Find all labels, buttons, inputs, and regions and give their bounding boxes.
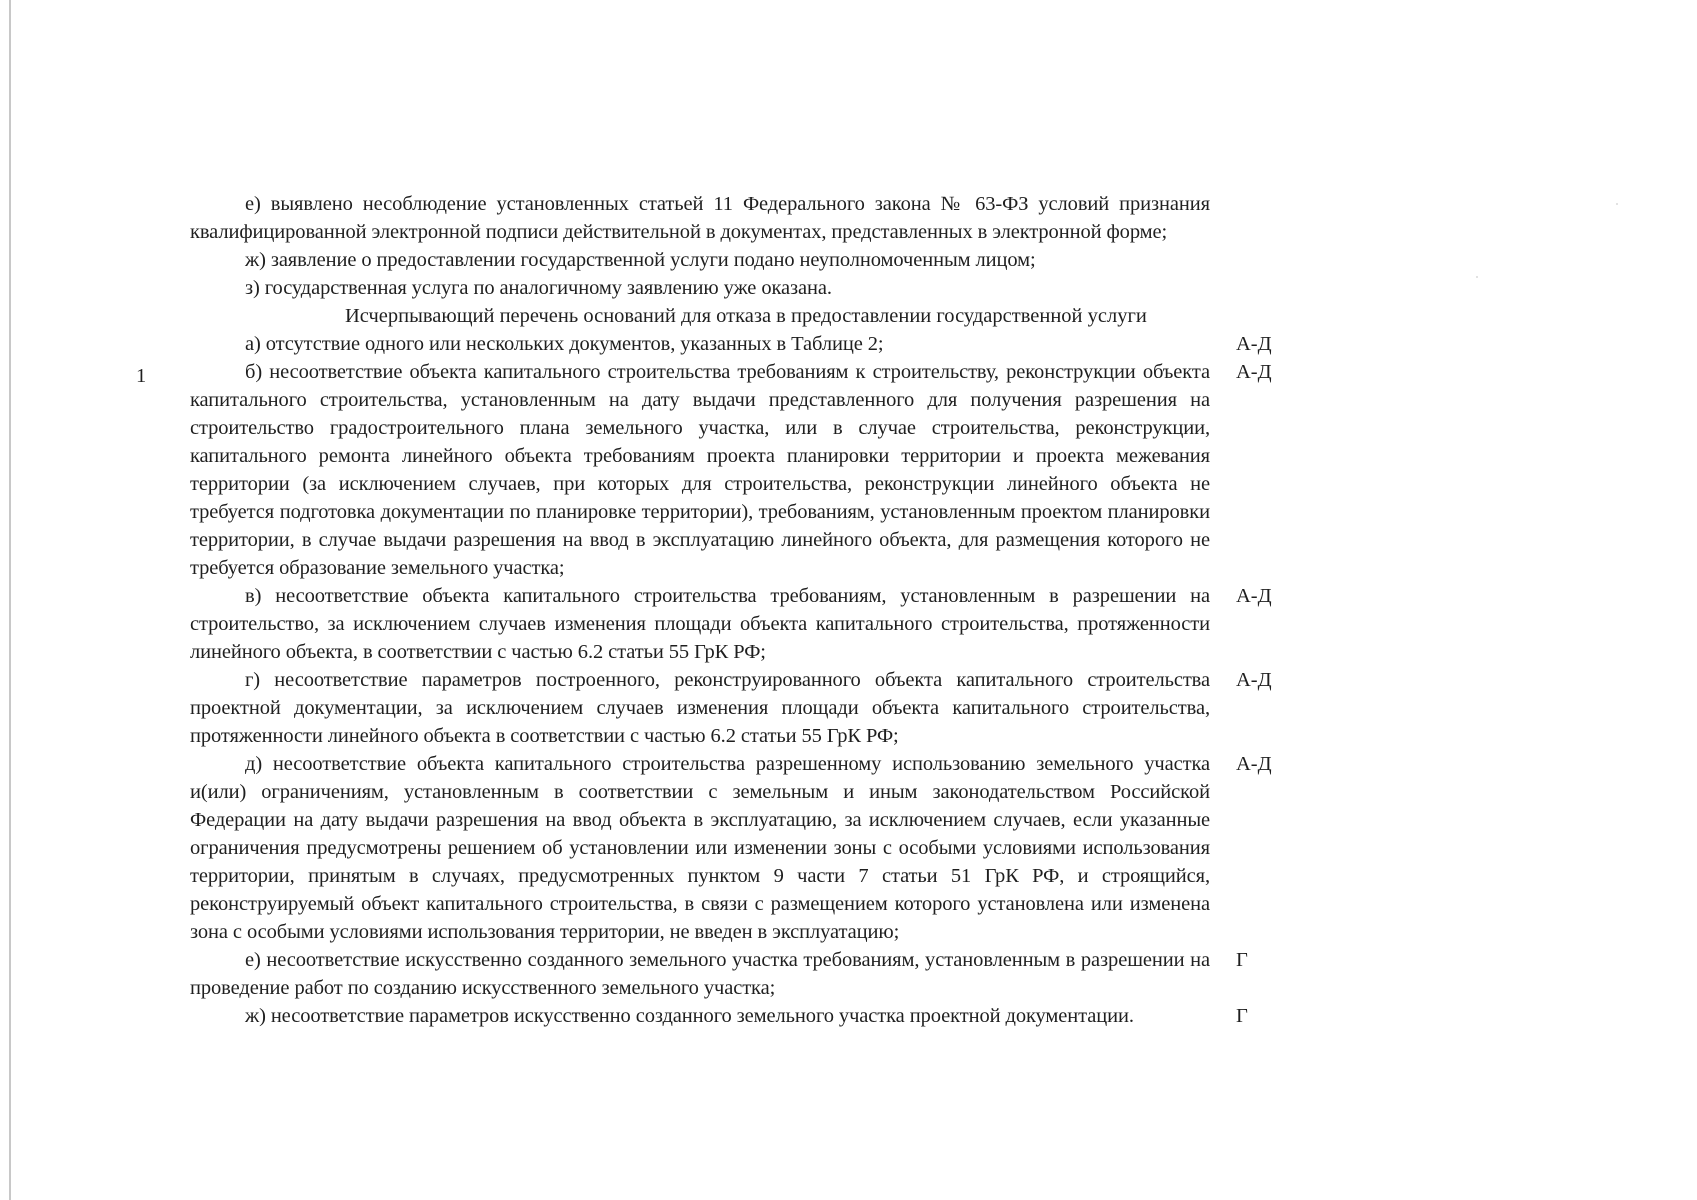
section-heading: Исчерпывающий перечень оснований для отказа в предоставлении государственной услуги xyxy=(345,305,1147,327)
ground-item xyxy=(190,666,1310,750)
ground-item xyxy=(190,750,1310,946)
document-page xyxy=(190,190,1310,1030)
ground-code: Г xyxy=(1236,1005,1248,1027)
ground-text: г) несоответствие параметров построенного, реконструированного объекта капитального строительства проектной документации, за исключением случаев изменения площади объекта капитального строительства, протяженности линейного объекта в соответствии с частью 6.2 статьи 55 ГрК РФ; xyxy=(190,669,1210,747)
ground-item xyxy=(190,330,1310,358)
section-heading-row xyxy=(190,302,1310,330)
scan-edge xyxy=(9,0,11,1200)
paragraph xyxy=(190,246,1310,274)
ground-code: А-Д xyxy=(1236,585,1272,607)
ground-text: е) несоответствие искусственно созданного земельного участка требованиям, установленным в разрешении на проведение работ по созданию искусственного земельного участка; xyxy=(190,949,1210,999)
ground-code: А-Д xyxy=(1236,333,1272,355)
paragraph xyxy=(190,190,1310,246)
scan-speck xyxy=(1616,203,1618,205)
ground-code: А-Д xyxy=(1236,361,1272,383)
ground-text: а) отсутствие одного или нескольких документов, указанных в Таблице 2; xyxy=(245,333,884,355)
paragraph-text: е) выявлено несоблюдение установленных статьей 11 Федерального закона № 63-ФЗ условий признания квалифицированной электронной подписи действительной в документах, представленных в электронной форме; xyxy=(190,193,1210,243)
paragraph xyxy=(190,274,1310,302)
ground-text: д) несоответствие объекта капитального строительства разрешенному использованию земельного участка и(или) ограничениям, установленным в соответствии с земельным и иным законодательством Российской Федерации на дату выдачи разрешения на ввод объекта в эксплуатацию, за исключением случаев, если указанные ограничения предусмотрены решением об установлении или изменении зоны с особыми условиями использования территории, принятым в случаях, предусмотренных пунктом 9 части 7 статьи 51 ГрК РФ, и строящийся, реконструируемый объект капитального строительства, в связи с размещением которого установлена или изменена зона с особыми условиями использования территории, не введен в эксплуатацию; xyxy=(190,753,1210,943)
ground-code: А-Д xyxy=(1236,669,1272,691)
ground-text: б) несоответствие объекта капитального строительства требованиям к строительству, реконструкции объекта капитального строительства, установленным на дату выдачи представленного для получения разрешения на строительство градостроительного плана земельного участка, или в случае строительства, реконструкции, капитального ремонта линейного объекта требованиям проекта планировки территории и проекта межевания территории (за исключением случаев, при которых для строительства, реконструкции линейного объекта не требуется подготовка документации по планировке территории), требованиям, установленным проектом планировки территории, в случае выдачи разрешения на ввод в эксплуатацию линейного объекта, для размещения которого не требуется образование земельного участка; xyxy=(190,361,1210,579)
ground-item xyxy=(190,1002,1310,1030)
paragraph-text: ж) заявление о предоставлении государственной услуги подано неуполномоченным лицом; xyxy=(245,249,1036,271)
ground-item xyxy=(190,946,1310,1002)
ground-item xyxy=(190,582,1310,666)
scan-speck xyxy=(1476,276,1478,278)
ground-code: А-Д xyxy=(1236,753,1272,775)
ground-text: ж) несоответствие параметров искусственно созданного земельного участка проектной документации. xyxy=(245,1005,1134,1027)
margin-number: 1 xyxy=(136,365,147,387)
ground-code: Г xyxy=(1236,949,1248,971)
ground-item xyxy=(190,358,1310,582)
ground-text: в) несоответствие объекта капитального строительства требованиям, установленным в разрешении на строительство, за исключением случаев изменения площади объекта капитального строительства, протяженности линейного объекта, в соответствии с частью 6.2 статьи 55 ГрК РФ; xyxy=(190,585,1210,663)
paragraph-text: з) государственная услуга по аналогичному заявлению уже оказана. xyxy=(245,277,832,299)
